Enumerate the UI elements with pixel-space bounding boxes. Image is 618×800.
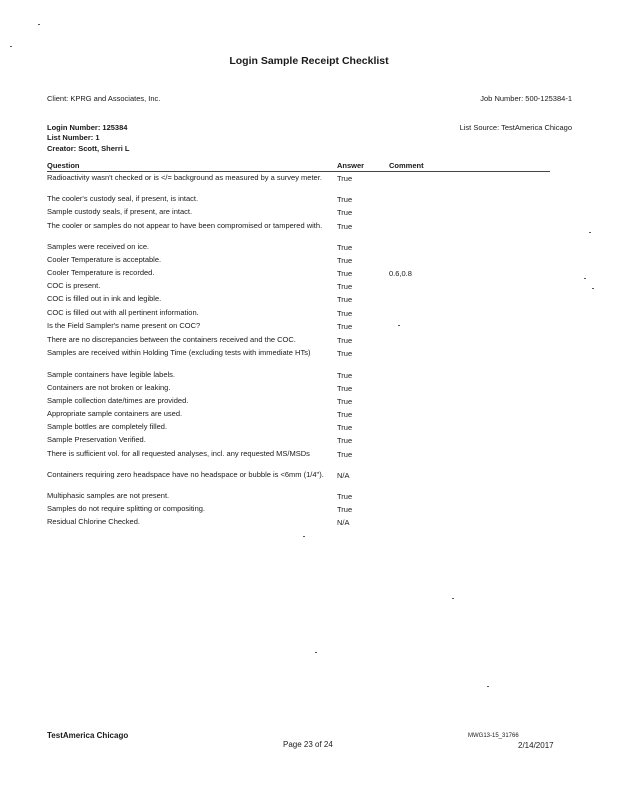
footer-date: 2/14/2017 (518, 741, 554, 750)
row-answer: True (337, 208, 353, 217)
row-question: Samples do not require splitting or compositing. (47, 505, 205, 513)
row-question: Containers are not broken or leaking. (47, 384, 171, 392)
row-question: Residual Chlorine Checked. (47, 518, 140, 526)
footer-lab: TestAmerica Chicago (47, 731, 129, 740)
row-question: Is the Field Sampler's name present on COC? (47, 322, 201, 330)
scan-speck (303, 536, 305, 537)
row-question: The cooler or samples do not appear to have been compromised or tampered with. (47, 222, 323, 230)
row-question: There are no discrepancies between the containers received and the COC. (47, 336, 296, 344)
list-source: List Source: TestAmerica Chicago (459, 123, 572, 132)
scan-speck (584, 278, 586, 279)
row-answer: True (337, 450, 353, 459)
scan-speck (487, 686, 489, 687)
scan-speck (315, 652, 317, 653)
row-question: Multiphasic samples are not present. (47, 492, 170, 500)
row-answer: True (337, 195, 353, 204)
row-question: Samples were received on ice. (47, 243, 150, 251)
row-answer: True (337, 269, 353, 278)
row-answer: True (337, 423, 353, 432)
list-number: List Number: 1 (47, 133, 100, 142)
footer-page-number: Page 23 of 24 (283, 740, 333, 749)
row-answer: True (337, 243, 353, 252)
row-answer: True (337, 282, 353, 291)
row-answer: True (337, 349, 353, 358)
row-answer: True (337, 505, 353, 514)
row-answer: True (337, 436, 353, 445)
row-question: The cooler's custody seal, if present, is intact. (47, 195, 199, 203)
row-question: Samples are received within Holding Time (excluding tests with immediate HTs) (47, 349, 311, 357)
row-question: Containers requiring zero headspace have no headspace or bubble is <6mm (1/4"). (47, 471, 324, 479)
row-question: COC is present. (47, 282, 101, 290)
header-rule (47, 171, 550, 172)
row-answer: True (337, 322, 353, 331)
row-answer: True (337, 384, 353, 393)
row-question: There is sufficient vol. for all requested analyses, incl. any requested MS/MSDs (47, 450, 310, 458)
row-answer: True (337, 256, 353, 265)
column-header-comment: Comment (389, 161, 424, 170)
row-question: COC is filled out with all pertinent information. (47, 309, 199, 317)
scan-speck (592, 288, 594, 289)
scan-speck (452, 598, 454, 599)
row-question: Sample containers have legible labels. (47, 371, 175, 379)
creator: Creator: Scott, Sherri L (47, 144, 130, 153)
row-question: Sample collection date/times are provided. (47, 397, 189, 405)
row-answer: True (337, 174, 353, 183)
row-question: COC is filled out in ink and legible. (47, 295, 162, 303)
client-name: Client: KPRG and Associates, Inc. (47, 94, 161, 103)
row-answer: True (337, 222, 353, 231)
column-header-answer: Answer (337, 161, 365, 170)
row-answer: True (337, 295, 353, 304)
scan-speck (10, 46, 12, 47)
row-question: Appropriate sample containers are used. (47, 410, 183, 418)
job-number: Job Number: 500-125384-1 (480, 94, 572, 103)
scan-speck (398, 325, 400, 326)
row-answer: True (337, 371, 353, 380)
row-answer: True (337, 492, 353, 501)
row-question: Radioactivity wasn't checked or is </= background as measured by a survey meter. (47, 174, 322, 182)
row-answer: N/A (337, 471, 350, 480)
row-question: Sample custody seals, if present, are intact. (47, 208, 193, 216)
row-question: Sample Preservation Verified. (47, 436, 146, 444)
scan-speck (38, 24, 40, 25)
footer-doc-code: MWG13-15_31766 (468, 733, 519, 739)
page-title: Login Sample Receipt Checklist (229, 55, 389, 67)
row-answer: True (337, 336, 353, 345)
scan-speck (589, 232, 591, 233)
row-question: Cooler Temperature is acceptable. (47, 256, 162, 264)
row-comment: 0.6,0.8 (389, 269, 412, 278)
row-question: Cooler Temperature is recorded. (47, 269, 155, 277)
row-answer: N/A (337, 518, 350, 527)
column-header-question: Question (47, 161, 80, 170)
row-answer: True (337, 397, 353, 406)
row-answer: True (337, 309, 353, 318)
row-question: Sample bottles are completely filled. (47, 423, 168, 431)
login-number: Login Number: 125384 (47, 123, 128, 132)
row-answer: True (337, 410, 353, 419)
